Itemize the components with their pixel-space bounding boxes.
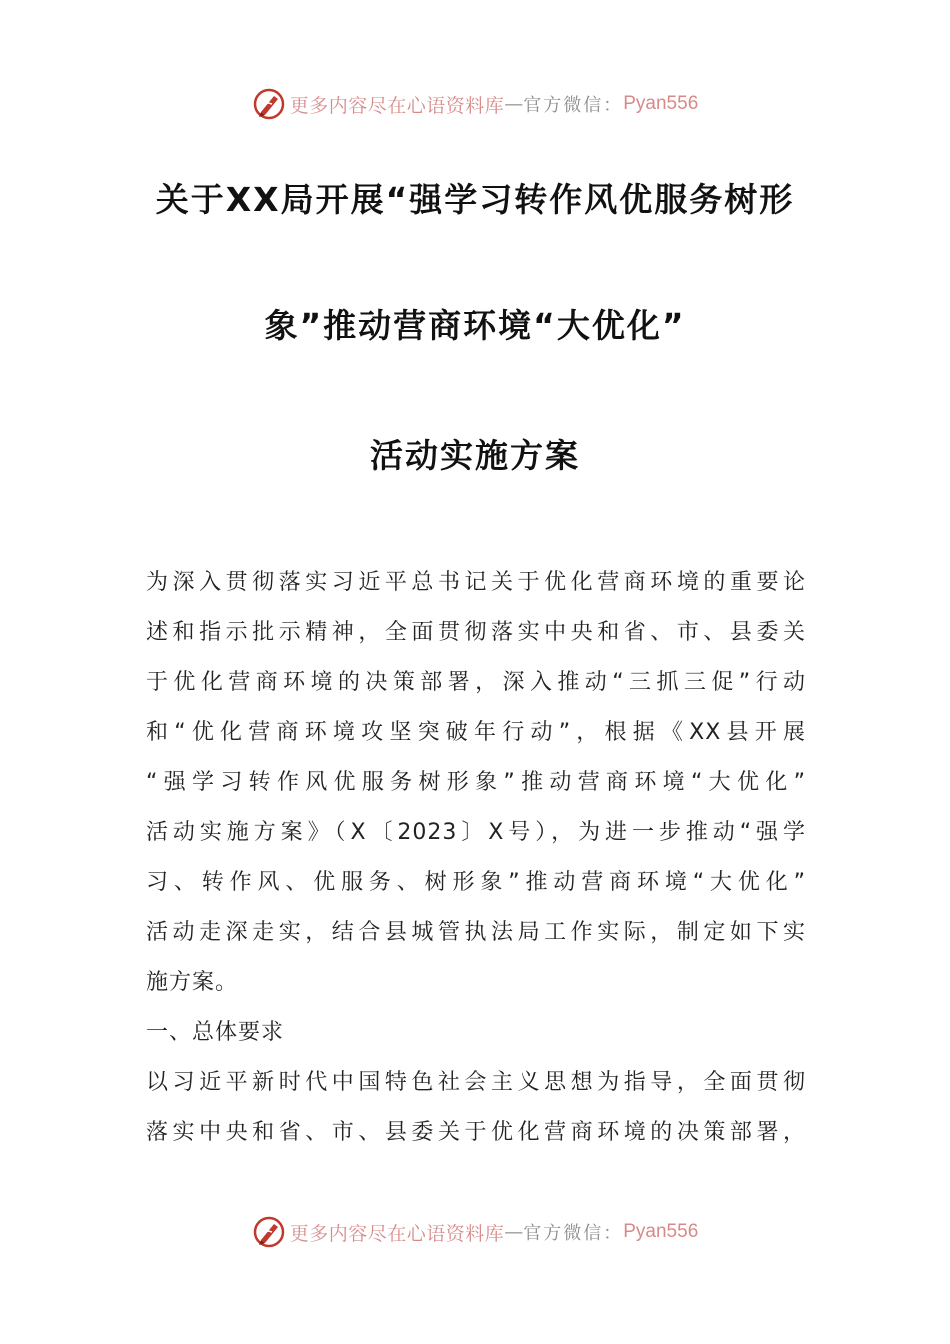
paragraph-line: 以习近平新时代中国特色社会主义思想为指导，全面贯彻 [146,1070,806,1095]
paragraph-line: 施方案。 [146,970,239,995]
header-watermark [0,84,950,124]
watermark-dash: — [504,93,524,115]
paragraph-line: 和“优化营商环境攻坚突破年行动”，根据《XX县开展 [146,720,806,745]
footer-watermark [0,1212,950,1252]
document-title-line-3: 活动实施方案 [370,436,580,475]
intro-paragraph [146,558,806,1008]
pen-logo-icon [252,1215,286,1249]
paragraph-line: 活动实施方案》（X〔2023〕X号），为进一步推动“强学 [146,820,806,845]
general-requirements-paragraph [146,1058,806,1158]
paragraph-line: 落实中央和省、市、县委关于优化营商环境的决策部署， [146,1120,806,1145]
paragraph-line: 习、转作风、优服务、树形象”推动营商环境“大优化” [146,870,806,895]
paragraph-line: 为深入贯彻落实习近平总书记关于优化营商环境的重要论 [146,570,806,595]
section-heading-general-requirements [146,1008,806,1058]
paragraph-line: 述和指示批示精神，全面贯彻落实中央和省、市、县委关 [146,620,806,645]
paragraph-line: 于优化营商环境的决策部署，深入推动“三抓三促”行动 [146,670,806,695]
watermark-slogan: 更多内容尽在心语资料库 [289,1222,505,1245]
paragraph-line: “强学习转作风优服务树形象”推动营商环境“大优化” [146,770,806,795]
watermark-dash: — [504,1221,524,1243]
pen-logo-icon [252,87,286,121]
watermark-official-label: 官方微信： [523,1223,624,1244]
document-title-line-1: 关于XX局开展“强学习转作风优服务树形 [155,180,795,219]
section-heading-text: 一、总体要求 [146,1020,285,1045]
watermark-wechat-id: Pyan556 [623,93,699,114]
watermark-official-label: 官方微信： [523,95,624,116]
paragraph-line: 活动走深走实，结合县城管执法局工作实际，制定如下实 [146,920,806,945]
watermark-wechat-id: Pyan556 [623,1221,699,1242]
document-title-line-2: 象”推动营商环境“大优化” [264,306,686,345]
watermark-slogan: 更多内容尽在心语资料库 [289,94,505,117]
